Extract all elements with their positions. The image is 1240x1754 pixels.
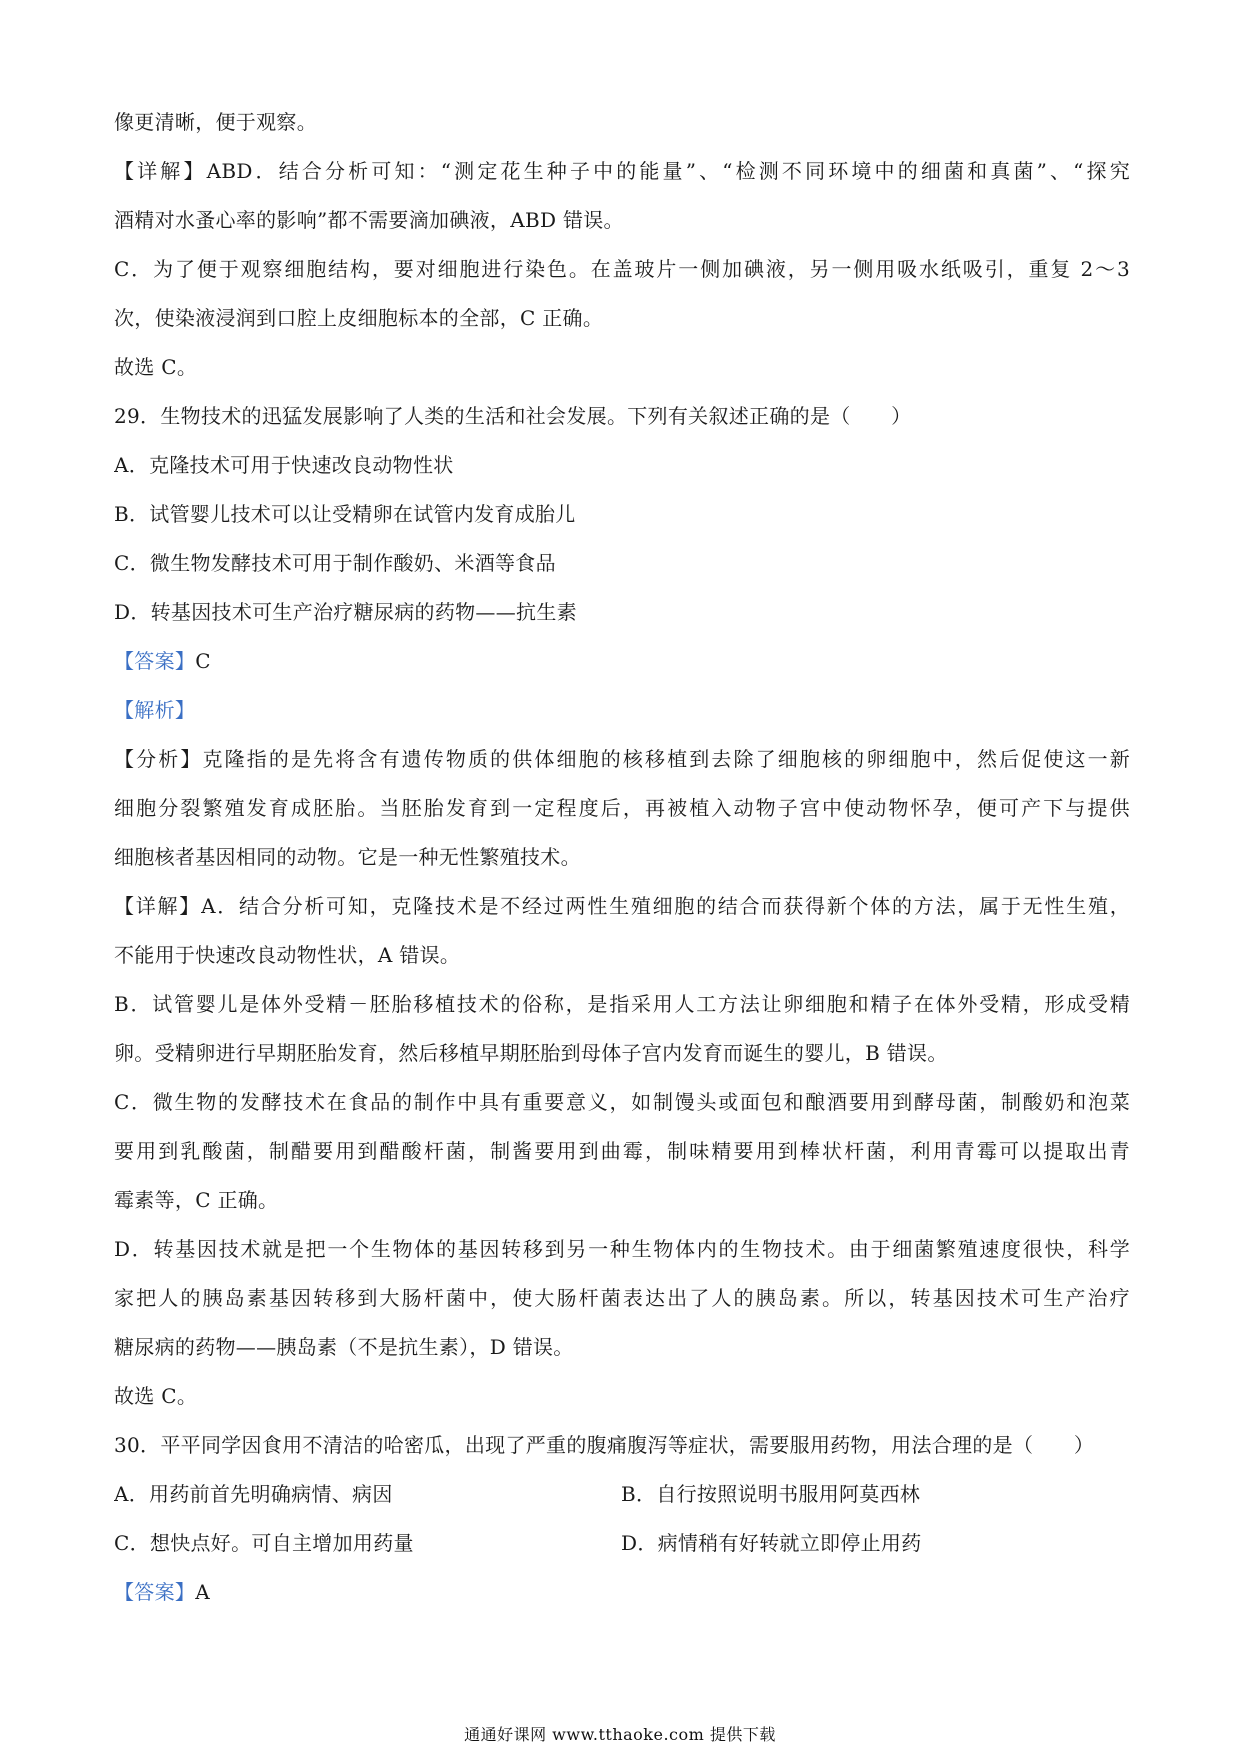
q28-conclusion: 故选 C。	[114, 355, 198, 379]
q29-fenxi-line-3: 细胞核者基因相同的动物。它是一种无性繁殖技术。	[114, 845, 581, 869]
q28-detail-line-1	[114, 147, 1130, 196]
q28-c-line-2: 次，使染液浸润到口腔上皮细胞标本的全部，C 正确。	[114, 306, 604, 330]
q29-analysis-heading	[114, 686, 1130, 735]
document-body	[114, 98, 1130, 1617]
q30-option-d: D．病情稍有好转就立即停止用药	[621, 1531, 922, 1555]
detail-label: 【详解】	[114, 159, 207, 183]
detail-label: 【详解】	[114, 894, 202, 918]
q29-detail-c-line-2: 要用到乳酸菌，制醋要用到醋酸杆菌，制酱要用到曲霉，制味精要用到棒状杆菌，利用青霉可以提取出青	[114, 1139, 1130, 1163]
detail-text: A．结合分析可知，克隆技术是不经过两性生殖细胞的结合而获得新个体的方法，属于无性生殖，	[201, 894, 1130, 918]
analysis-label: 【解析】	[114, 698, 196, 722]
page-footer: 通通好课网 www.tthaoke.com 提供下载	[464, 1725, 776, 1744]
fenxi-text: 克隆指的是先将含有遗传物质的供体细胞的核移植到去除了细胞核的卵细胞中，然后促使这一新	[202, 747, 1130, 771]
q29-detail-b-line-1: B．试管婴儿是体外受精－胚胎移植技术的俗称，是指采用人工方法让卵细胞和精子在体外受精，形成受精	[114, 992, 1130, 1016]
q29-fenxi-line-2: 细胞分裂繁殖发育成胚胎。当胚胎发育到一定程度后，再被植入动物子宫中使动物怀孕，便可产下与提供	[114, 796, 1130, 820]
q29-fenxi-line-1	[114, 735, 1130, 784]
q29-conclusion: 故选 C。	[114, 1384, 198, 1408]
q29-detail-d-line-1: D．转基因技术就是把一个生物体的基因转移到另一种生物体内的生物技术。由于细菌繁殖速度很快，科学	[114, 1237, 1130, 1261]
q29-detail-d-line-3: 糖尿病的药物——胰岛素（不是抗生素），D 错误。	[114, 1335, 574, 1359]
q29-option-b: B．试管婴儿技术可以让受精卵在试管内发育成胎儿	[114, 502, 576, 526]
q30-options-row-1	[114, 1470, 1130, 1519]
q28-detail-line-2: 酒精对水蚤心率的影响”都不需要滴加碘液，ABD 错误。	[114, 208, 624, 232]
answer-value: C	[195, 649, 211, 673]
q29-detail-d-line-2: 家把人的胰岛素基因转移到大肠杆菌中，使大肠杆菌表达出了人的胰岛素。所以，转基因技术可生产治疗	[114, 1286, 1130, 1310]
q29-answer	[114, 637, 1130, 686]
answer-label: 【答案】	[114, 649, 196, 673]
q29-detail-c-line-1: C．微生物的发酵技术在食品的制作中具有重要意义，如制馒头或面包和酿酒要用到酵母菌，制酸奶和泡菜	[114, 1090, 1130, 1114]
q29-detail-b-line-2: 卵。受精卵进行早期胚胎发育，然后移植早期胚胎到母体子宫内发育而诞生的婴儿，B 错误。	[114, 1041, 948, 1065]
q30-option-a: A．用药前首先明确病情、病因	[114, 1482, 393, 1506]
q28-analysis-tail: 像更清晰，便于观察。	[114, 110, 317, 134]
answer-label: 【答案】	[114, 1580, 196, 1604]
fenxi-label: 【分析】	[114, 747, 203, 771]
q30-option-b: B．自行按照说明书服用阿莫西林	[621, 1482, 921, 1506]
q29-option-c: C．微生物发酵技术可用于制作酸奶、米酒等食品	[114, 551, 556, 575]
answer-value: A	[195, 1580, 210, 1604]
q29-detail-a-line-1	[114, 882, 1130, 931]
q30-answer	[114, 1568, 1130, 1617]
q29-stem: 29．生物技术的迅猛发展影响了人类的生活和社会发展。下列有关叙述正确的是（ ）	[114, 404, 912, 428]
q30-options-row-2	[114, 1519, 1130, 1568]
q29-detail-c-line-3: 霉素等，C 正确。	[114, 1188, 279, 1212]
q29-option-a: A．克隆技术可用于快速改良动物性状	[114, 453, 454, 477]
q30-option-c: C．想快点好。可自主增加用药量	[114, 1531, 414, 1555]
q28-c-line-1: C．为了便于观察细胞结构，要对细胞进行染色。在盖玻片一侧加碘液，另一侧用吸水纸吸引，重复 2～3	[114, 257, 1130, 281]
q29-detail-a-line-2: 不能用于快速改良动物性状，A 错误。	[114, 943, 461, 967]
detail-text: ABD．结合分析可知：“测定花生种子中的能量”、“检测不同环境中的细菌和真菌”、“探究	[206, 159, 1130, 183]
q29-option-d: D．转基因技术可生产治疗糖尿病的药物——抗生素	[114, 600, 577, 624]
q30-stem: 30．平平同学因食用不清洁的哈密瓜，出现了严重的腹痛腹泻等症状，需要服用药物，用法合理的是（ ）	[114, 1433, 1095, 1457]
